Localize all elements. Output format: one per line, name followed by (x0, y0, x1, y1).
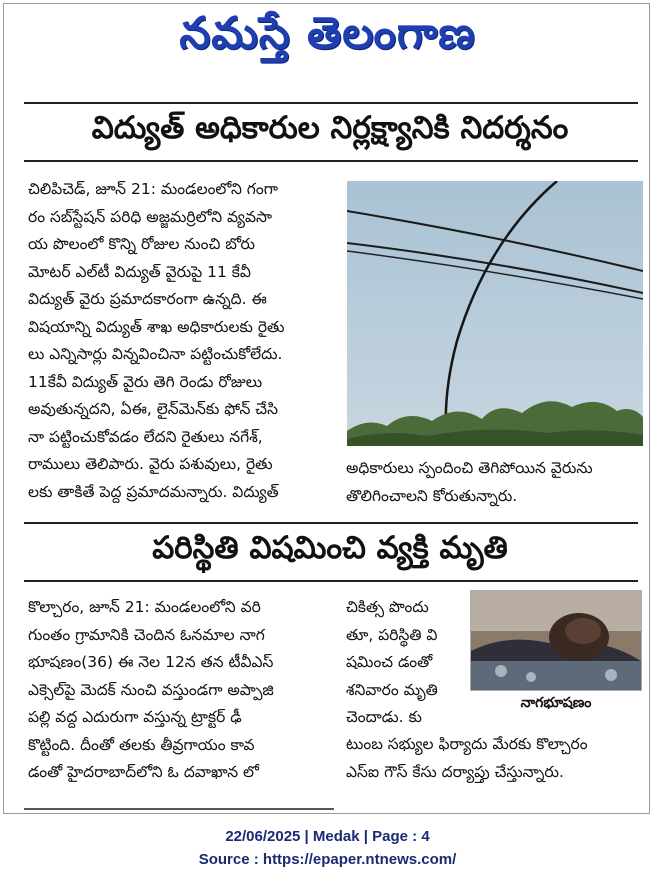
body-line: ఎస్ఐ గౌస్ కేసు దర్యాప్తు చేస్తున్నారు. (346, 762, 564, 781)
headline-rule-top (24, 522, 638, 524)
footer-source: Source : https://epaper.ntnews.com/ (198, 851, 457, 868)
victim-photo-caption: నాగభూషణం (520, 695, 592, 711)
article1-body (28, 176, 334, 506)
masthead-title: నమస్తే తెలంగాణ (179, 8, 476, 59)
body-line: చికిత్స పొందు (346, 598, 429, 616)
article2-headline: పరిస్థితి విషమించి వ్యక్తి మృతి (152, 530, 508, 566)
body-line: లు ఎన్నిసార్లు విన్నవించినా పట్టించుకోలేదు. (28, 345, 283, 363)
body-line: కొట్టింది. దీంతో తలకు తీవ్రగాయం కావ (28, 735, 255, 754)
headline-rule-top (24, 102, 638, 104)
body-line: కొల్చారం, జూన్ 21: మండలంలోని వరి (28, 598, 261, 616)
body-line: 11కేవీ విద్యుత్ వైరు తెగి రెండు రోజులు (28, 372, 263, 391)
headline-rule-bottom (24, 160, 638, 162)
body-line: షమించ డంతో (346, 653, 433, 671)
body-line: తూ, పరిస్థితి వి (346, 625, 438, 644)
footer-date-edition: 22/06/2025 | Medak | Page : 4 (225, 828, 430, 845)
article2-bottom (346, 731, 642, 786)
body-line: విషయాన్ని విద్యుత్ శాఖ అధికారులకు రైతు (28, 317, 285, 336)
headline-rule-bottom (24, 580, 638, 582)
body-line: చిలిపిచెడ్, జూన్ 21: మండలంలోని గంగా (28, 180, 278, 198)
body-line: ఎక్సెల్‌పై మెదక్ నుంచి వస్తుండగా అప్పాజి (28, 680, 274, 699)
body-line: లకు తాకితే పెద్ద ప్రమాదమన్నారు. విద్యుత్ (28, 482, 279, 501)
article1-continuation (346, 455, 644, 510)
body-line: తొలిగించాలని కోరుతున్నారు. (346, 486, 518, 505)
power-line-photo (347, 181, 643, 446)
body-line: డంతో హైదరాబాద్‌లోని ఓ దవాఖాన లో (28, 763, 259, 781)
body-line: పల్లి వద్ద ఎదురుగా వస్తున్న ట్రాక్టర్ ఢీ (28, 708, 242, 726)
body-line: శనివారం మృతి (346, 680, 438, 699)
body-line: చెందాడు. కు (346, 708, 422, 726)
article2-side-column (346, 594, 464, 732)
body-line: రాములు తెలిపారు. వైరు పశువులు, రైతు (28, 455, 273, 473)
body-line: అవుతున్నదని, ఏఈ, లైన్‌మెన్‌కు ఫోన్ చేసి (28, 400, 278, 418)
body-line: నా పట్టించుకోవడం లేదని రైతులు నగేశ్, (28, 427, 263, 446)
body-line: గుంతం గ్రామానికి చెందిన ఓనమాల నాగ (28, 625, 265, 644)
article2-body (28, 594, 334, 787)
column-divider (24, 808, 334, 810)
body-line: రం సబ్‌స్టేషన్ పరిధి అజ్జమర్రిలోని వ్యవసా (28, 207, 272, 226)
body-line: అధికారులు స్పందించి తెగిపోయిన వైరును (346, 459, 593, 477)
body-line: య పొలంలో కొన్ని రోజుల నుంచి బోరు (28, 235, 256, 253)
body-line: మోటర్ ఎల్‌టీ విద్యుత్ వైరుపై 11 కేవీ (28, 262, 251, 281)
body-line: భూషణం(36) ఈ నెల 12న తన టీవీఎస్ (28, 653, 274, 671)
article1-headline: విద్యుత్ అధికారుల నిర్లక్ష్యానికి నిదర్శనం (91, 110, 569, 146)
body-line: టుంబ సభ్యుల ఫిర్యాదు మేరకు కొల్చారం (346, 735, 588, 753)
victim-photo (470, 590, 642, 691)
body-line: విద్యుత్ వైరు ప్రమాదకారంగా ఉన్నది. ఈ (28, 290, 267, 308)
